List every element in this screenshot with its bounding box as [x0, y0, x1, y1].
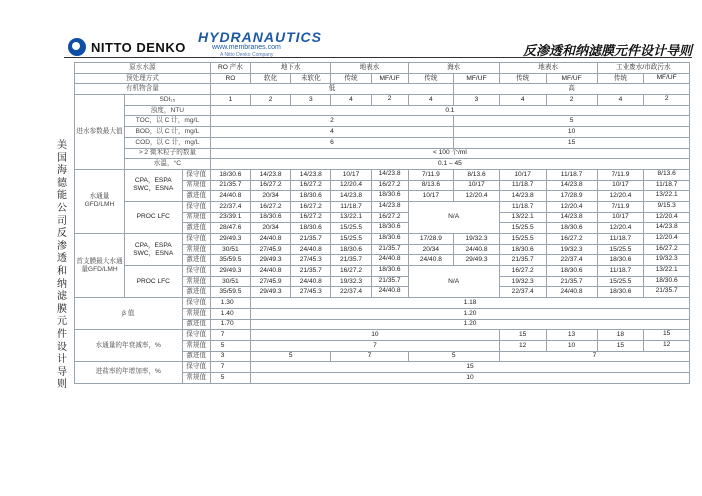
table-row — [75, 169, 690, 180]
flux-cell: 11/18.7 — [331, 201, 371, 212]
flux-cell: 12/20.4 — [597, 223, 644, 234]
pretreatment-cell: 传统 — [408, 73, 454, 84]
first-flux-cell: 21/35.7 — [546, 276, 597, 287]
first-flux-cell: 27/45.9 — [251, 244, 291, 255]
flux-cell: 11/18.7 — [644, 180, 690, 191]
decline-cell: 18 — [597, 330, 644, 341]
beta-cell: 1.30 — [210, 298, 250, 309]
beta-label: β 值 — [75, 298, 183, 330]
first-flux-cell: 15/25.5 — [331, 234, 371, 245]
decline-cell: 12 — [644, 340, 690, 351]
first-flux-cell: 30/51 — [210, 276, 250, 287]
flux-cell: 18/30.6 — [371, 223, 408, 234]
side-title: 美国海德能公司反渗透和纳滤膜元件设计导则 — [57, 140, 67, 391]
table-row — [75, 137, 690, 148]
page-header — [0, 0, 702, 58]
aggressive-label: 激进值 — [182, 255, 210, 266]
flux-cell: 14/23.8 — [331, 191, 371, 202]
first-flux-cell: 18/30.6 — [597, 255, 644, 266]
first-flux-cell: 18/30.6 — [644, 276, 690, 287]
first-flux-cell: 27/45.3 — [291, 287, 331, 298]
first-flux-cell: 18/30.6 — [499, 244, 546, 255]
first-flux-cell: 24/40.8 — [291, 276, 331, 287]
hydranautics-tagline: A Nitto Denko Company — [220, 52, 274, 58]
conservative-label: 保守值 — [182, 201, 210, 212]
first-flux-cell: 24/40.8 — [291, 244, 331, 255]
first-flux-model-proc: PROC LFC — [124, 266, 182, 298]
first-flux-cell: 18/30.6 — [331, 244, 371, 255]
flux-cell: 10/17 — [499, 169, 546, 180]
header-divider — [64, 57, 692, 58]
first-flux-cell: 19/32.3 — [546, 244, 597, 255]
flux-cell: 28/47.6 — [210, 223, 250, 234]
beta-cell: 1.20 — [251, 319, 690, 330]
first-flux-cell: 35/59.5 — [210, 255, 250, 266]
hydranautics-url: www.membranes.com — [212, 44, 281, 51]
flux-cell: 10/17 — [597, 180, 644, 191]
table-row — [75, 95, 690, 106]
source-waste-water: 工业废水/市政污水 — [597, 63, 689, 74]
first-flux-cell: 24/40.8 — [454, 244, 500, 255]
normal-label: 常规值 — [182, 244, 210, 255]
source-surface-water-2: 地表水 — [499, 63, 597, 74]
organic-content-label: 有机物含量 — [75, 84, 211, 95]
beta-cell: 1.18 — [251, 298, 690, 309]
flux-cell: 12/20.4 — [331, 180, 371, 191]
flux-cell: 15/25.5 — [499, 223, 546, 234]
bod-low: 4 — [210, 127, 453, 138]
salt-increase-label: 进盐率的年增加率，% — [75, 362, 183, 383]
flux-cell: 7/11.9 — [597, 169, 644, 180]
conservative-label: 保守值 — [182, 266, 210, 277]
salt-cell: 10 — [251, 372, 690, 383]
decline-cell: 7 — [331, 351, 408, 362]
source-ro-product: RO 产水 — [210, 63, 250, 74]
flux-cell: 16/27.2 — [291, 201, 331, 212]
bod-label: BOD，以 C 计，mg/L — [124, 127, 210, 138]
flux-cell: 11/18.7 — [546, 169, 597, 180]
flux-cell: 24/40.8 — [210, 191, 250, 202]
salt-cell: 15 — [251, 362, 690, 373]
flux-cell: 14/23.8 — [371, 201, 408, 212]
raw-water-source-label: 原水水源 — [75, 63, 211, 74]
decline-cell: 7 — [251, 340, 500, 351]
flux-cell: 16/27.2 — [291, 212, 331, 223]
flux-cell: 18/30.6 — [546, 223, 597, 234]
first-flux-cell: 11/18.7 — [597, 234, 644, 245]
sdi-cell: 4 — [597, 95, 644, 106]
flux-cell: 13/22.1 — [499, 212, 546, 223]
first-flux-cell: 22/37.4 — [331, 287, 371, 298]
first-flux-cell: 21/35.7 — [644, 287, 690, 298]
normal-label: 常规值 — [182, 276, 210, 287]
first-flux-cell: 16/27.2 — [499, 266, 546, 277]
pretreatment-cell: 未软化 — [291, 73, 331, 84]
turbidity-label: 浊度，NTU — [124, 105, 210, 116]
page-title: 反渗透和纳滤膜元件设计导则 — [522, 43, 692, 58]
pretreatment-cell: MF/UF — [644, 73, 690, 84]
hydranautics-brand: HYDRANAUTICS — [198, 29, 322, 45]
flux-cell: 22/37.4 — [210, 201, 250, 212]
first-flux-cell: 19/32.3 — [331, 276, 371, 287]
flux-model-proc: PROC LFC — [124, 201, 182, 233]
table-row — [75, 148, 690, 159]
first-flux-model-cpa: CPA，ESPA SWC，ESNA — [124, 234, 182, 266]
first-flux-cell: 15/25.5 — [499, 234, 546, 245]
table-row — [75, 63, 690, 74]
first-flux-cell: 16/27.2 — [546, 234, 597, 245]
first-flux-cell: 29/49.3 — [251, 255, 291, 266]
pretreatment-cell: 传统 — [499, 73, 546, 84]
normal-label: 常规值 — [182, 340, 210, 351]
first-flux-cell: 21/35.7 — [291, 266, 331, 277]
decline-cell: 10 — [251, 330, 500, 341]
first-flux-cell: 18/30.6 — [371, 266, 408, 277]
conservative-label: 保守值 — [182, 362, 210, 373]
flux-cell: 17/28.9 — [546, 191, 597, 202]
nitto-circle-icon — [68, 38, 86, 56]
first-flux-cell: 21/35.7 — [499, 255, 546, 266]
first-flux-cell: 29/49.3 — [251, 287, 291, 298]
flux-cell: 21/35.7 — [210, 180, 250, 191]
first-flux-cell: 22/37.4 — [499, 287, 546, 298]
salt-cell: 5 — [210, 372, 250, 383]
sdi-cell: 2 — [371, 95, 408, 106]
table-row — [75, 362, 690, 373]
flux-model-cpa: CPA，ESPA SWC，ESNA — [124, 169, 182, 201]
flux-cell: 12/20.4 — [454, 191, 500, 202]
sdi-cell: 3 — [454, 95, 500, 106]
decline-cell: 15 — [499, 330, 546, 341]
table-row — [75, 298, 690, 309]
sdi-cell: 2 — [251, 95, 291, 106]
flux-cell: 16/27.2 — [291, 180, 331, 191]
flux-cell: 13/22.1 — [644, 191, 690, 202]
first-flux-cell: 24/40.8 — [371, 287, 408, 298]
sdi-cell: 2 — [546, 95, 597, 106]
first-flux-cell: 29/49.3 — [210, 234, 250, 245]
first-flux-cell: 13/22.1 — [644, 266, 690, 277]
flux-group-label: 水通量GFD/LMH — [75, 169, 125, 233]
normal-label: 常规值 — [182, 372, 210, 383]
cod-high: 15 — [454, 137, 690, 148]
first-flux-cell: 19/32.3 — [644, 255, 690, 266]
table-row — [75, 201, 690, 212]
flux-cell: 14/23.8 — [499, 191, 546, 202]
pretreatment-label: 预处理方式 — [75, 73, 211, 84]
flux-cell: 7/11.9 — [408, 169, 454, 180]
first-flux-cell: 24/40.8 — [408, 255, 454, 266]
flux-cell: 18/30.6 — [291, 223, 331, 234]
source-surface-water: 地表水 — [331, 63, 408, 74]
particles-value: < 100 个/ml — [210, 148, 689, 159]
sdi-cell: 3 — [291, 95, 331, 106]
table-row — [75, 127, 690, 138]
first-flux-cell: 15/25.5 — [597, 244, 644, 255]
flux-cell: 20/34 — [251, 223, 291, 234]
first-flux-cell: 27/45.3 — [291, 255, 331, 266]
decline-cell: 13 — [546, 330, 597, 341]
cod-label: COD，以 C 计，mg/L — [124, 137, 210, 148]
flux-cell: 10/17 — [331, 169, 371, 180]
first-flux-cell: 24/40.8 — [546, 287, 597, 298]
flux-cell: 18/30.6 — [291, 191, 331, 202]
salt-cell: 7 — [210, 362, 250, 373]
pretreatment-cell: MF/UF — [371, 73, 408, 84]
flux-cell: 14/23.8 — [371, 169, 408, 180]
flux-cell: 9/15.3 — [644, 201, 690, 212]
table-row — [75, 330, 690, 341]
toc-high: 5 — [454, 116, 690, 127]
temperature-label: 水温，°C — [124, 159, 210, 170]
first-flux-cell: 21/35.7 — [291, 234, 331, 245]
aggressive-label: 激进值 — [182, 351, 210, 362]
feed-max-group-label: 进水参数最大值 — [75, 95, 125, 170]
first-flux-cell: 19/32.3 — [499, 276, 546, 287]
decline-cell: 12 — [499, 340, 546, 351]
normal-label: 常规值 — [182, 180, 210, 191]
particles-label: > 2 微米粒子的数量 — [124, 148, 210, 159]
table-row — [75, 159, 690, 170]
normal-label: 常规值 — [182, 308, 210, 319]
pretreatment-cell: 传统 — [597, 73, 644, 84]
flux-decline-label: 水通量的年衰减率，% — [75, 330, 183, 362]
source-seawater: 海水 — [408, 63, 499, 74]
decline-cell: 7 — [210, 330, 250, 341]
first-flux-cell: 16/27.2 — [331, 266, 371, 277]
first-flux-cell: 21/35.7 — [371, 244, 408, 255]
temperature-value: 0.1 – 45 — [210, 159, 689, 170]
source-groundwater: 地下水 — [251, 63, 331, 74]
table-row — [75, 234, 690, 245]
flux-cell: 13/22.1 — [331, 212, 371, 223]
flux-cell: 14/23.8 — [251, 169, 291, 180]
sdi-cell: 1 — [210, 95, 250, 106]
toc-label: TOC，以 C 计，mg/L — [124, 116, 210, 127]
flux-cell: 18/30.6 — [210, 169, 250, 180]
flux-cell: 14/23.8 — [546, 180, 597, 191]
cod-low: 6 — [210, 137, 453, 148]
decline-cell: 7 — [499, 351, 689, 362]
table-row — [75, 266, 690, 277]
first-flux-cell: 29/49.3 — [210, 266, 250, 277]
sdi-label: SDI₁₅ — [124, 95, 210, 106]
first-flux-cell: 15/25.5 — [597, 276, 644, 287]
design-guideline-table — [74, 62, 690, 384]
hydranautics-logo — [198, 30, 322, 58]
flux-cell: 23/39.1 — [210, 212, 250, 223]
table-row — [75, 84, 690, 95]
pretreatment-cell: 软化 — [251, 73, 291, 84]
flux-cell: 16/27.2 — [371, 212, 408, 223]
table-row — [75, 105, 690, 116]
decline-cell: 3 — [210, 351, 250, 362]
flux-cell: 10/17 — [408, 191, 454, 202]
first-flux-cell: 17/28.9 — [408, 234, 454, 245]
conservative-label: 保守值 — [182, 234, 210, 245]
turbidity-value: 0.1 — [210, 105, 689, 116]
first-flux-cell: 29/49.3 — [454, 255, 500, 266]
first-flux-cell: 22/37.4 — [546, 255, 597, 266]
first-flux-cell: 18/30.6 — [371, 234, 408, 245]
first-flux-cell: 24/40.8 — [371, 255, 408, 266]
flux-cell: 14/23.8 — [644, 223, 690, 234]
flux-cell: 8/13.6 — [644, 169, 690, 180]
normal-label: 常规值 — [182, 212, 210, 223]
first-flux-cell: 19/32.3 — [454, 234, 500, 245]
flux-cell: 16/27.2 — [251, 201, 291, 212]
flux-cell: 12/20.4 — [597, 191, 644, 202]
flux-cell: 12/20.4 — [546, 201, 597, 212]
flux-cell: 20/34 — [251, 191, 291, 202]
conservative-label: 保守值 — [182, 298, 210, 309]
flux-cell: 18/30.6 — [251, 212, 291, 223]
toc-low: 2 — [210, 116, 453, 127]
first-flux-cell: 35/59.5 — [210, 287, 250, 298]
flux-cell: 7/11.9 — [597, 201, 644, 212]
sdi-cell: 2 — [644, 95, 690, 106]
pretreatment-cell: RO — [210, 73, 250, 84]
flux-cell: 8/13.6 — [408, 180, 454, 191]
first-flux-cell: 21/35.7 — [331, 255, 371, 266]
first-flux-cell: 21/35.7 — [371, 276, 408, 287]
flux-cell: 18/30.6 — [371, 191, 408, 202]
pretreatment-cell: MF/UF — [454, 73, 500, 84]
sdi-cell: 4 — [408, 95, 454, 106]
organic-high: 高 — [454, 84, 690, 95]
flux-cell: 8/13.6 — [454, 169, 500, 180]
flux-cell: 10/17 — [597, 212, 644, 223]
conservative-label: 保守值 — [182, 169, 210, 180]
beta-cell: 1.70 — [210, 319, 250, 330]
first-flux-cell: 30/51 — [210, 244, 250, 255]
flux-cell: 16/27.2 — [371, 180, 408, 191]
first-flux-cell: 18/30.6 — [546, 266, 597, 277]
flux-cell: 12/20.4 — [644, 212, 690, 223]
flux-cell: 16/27.2 — [251, 180, 291, 191]
beta-cell: 1.40 — [210, 308, 250, 319]
flux-cell: 15/25.5 — [331, 223, 371, 234]
decline-cell: 5 — [408, 351, 499, 362]
first-flux-cell: 18/30.6 — [597, 287, 644, 298]
flux-cell: 10/17 — [454, 180, 500, 191]
aggressive-label: 激进值 — [182, 191, 210, 202]
decline-cell: 5 — [251, 351, 331, 362]
flux-cell: 11/18.7 — [499, 180, 546, 191]
sdi-cell: 4 — [499, 95, 546, 106]
decline-cell: 5 — [210, 340, 250, 351]
table-row — [75, 73, 690, 84]
table-row — [75, 116, 690, 127]
pretreatment-cell: MF/UF — [546, 73, 597, 84]
first-flux-cell: 20/34 — [408, 244, 454, 255]
beta-cell: 1.20 — [251, 308, 690, 319]
first-flux-cell: 24/40.8 — [251, 266, 291, 277]
nitto-denko-brand: NITTO DENKO — [91, 39, 186, 55]
first-flux-seawater-na: N/A — [408, 266, 499, 298]
flux-cell: 11/18.7 — [499, 201, 546, 212]
sdi-cell: 4 — [331, 95, 371, 106]
decline-cell: 15 — [597, 340, 644, 351]
bod-high: 10 — [454, 127, 690, 138]
flux-cell: 14/23.8 — [546, 212, 597, 223]
aggressive-label: 激进值 — [182, 223, 210, 234]
pretreatment-cell: 传统 — [331, 73, 371, 84]
decline-cell: 10 — [546, 340, 597, 351]
flux-cell: 14/23.8 — [291, 169, 331, 180]
conservative-label: 保守值 — [182, 330, 210, 341]
aggressive-label: 激进值 — [182, 319, 210, 330]
flux-seawater-na: N/A — [408, 201, 499, 233]
first-flux-cell: 27/45.9 — [251, 276, 291, 287]
organic-low: 低 — [210, 84, 453, 95]
first-flux-cell: 24/40.8 — [251, 234, 291, 245]
aggressive-label: 激进值 — [182, 287, 210, 298]
nitto-denko-logo — [68, 38, 186, 56]
first-flux-cell: 12/20.4 — [644, 234, 690, 245]
first-stage-flux-group-label: 首支膜最大水通量GFD/LMH — [75, 234, 125, 298]
decline-cell: 15 — [644, 330, 690, 341]
first-flux-cell: 11/18.7 — [597, 266, 644, 277]
first-flux-cell: 16/27.2 — [644, 244, 690, 255]
